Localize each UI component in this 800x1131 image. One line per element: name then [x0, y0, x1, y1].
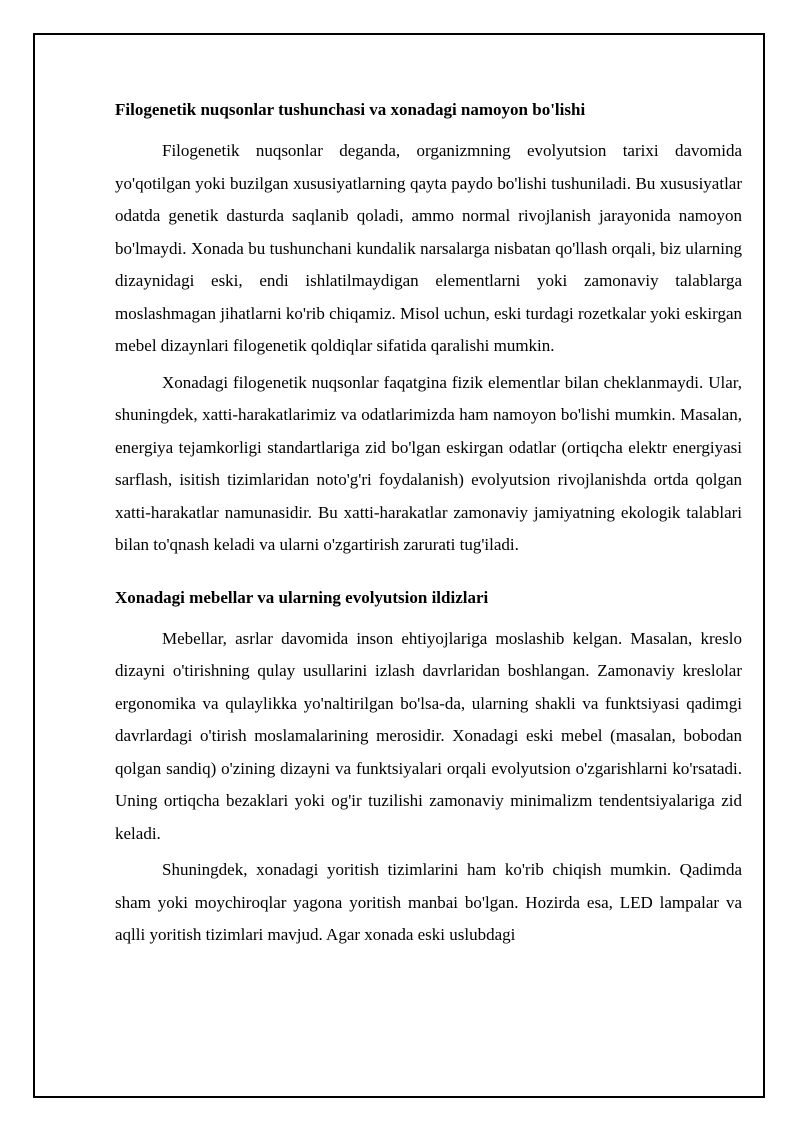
section-heading-phylogenetic-defects: Filogenetik nuqsonlar tushunchasi va xonadagi namoyon bo'lishi — [115, 100, 586, 119]
paragraph: Xonadagi filogenetik nuqsonlar faqatgina fizik elementlar bilan cheklanmaydi. Ular, shuningdek, xatti-harakatlarimiz va odatlarimizda ham namoyon bo'lishi mumkin. Masalan, energiya tejamkorligi standartlariga zid bo'lgan eskirgan odatlar (ortiqcha elektr energiyasi sarflash, isitish tizimlaridan noto'g'ri foydalanish) evolyutsion rivojlanishda ortda qolgan xatti-harakatlar namunasidir. Bu xatti-harakatlar zamonaviy jamiyatning ekologik talablari bilan to'qnash keladi va ularni o'zgartirish zarurati tug'iladi. — [115, 372, 742, 554]
paragraph: Shuningdek, xonadagi yoritish tizimlarini ham ko'rib chiqish mumkin. Qadimda sham yoki moychiroqlar yagona yoritish manbai bo'lgan. Hozirda esa, LED lampalar va aqlli yoritish tizimlari mavjud. Agar xonada eski uslubdagi — [115, 860, 742, 944]
paragraph: Filogenetik nuqsonlar deganda, organizmning evolyutsion tarixi davomida yo'qotilgan yoki buzilgan xususiyatlarning qayta paydo bo'lishi tushuniladi. Bu xususiyatlar odatda genetik dasturda saqlanib qoladi, ammo normal rivojlanish jarayonida namoyon bo'lmaydi. Xonada bu tushunchani kundalik narsalarga nisbatan qo'llash orqali, biz ularning dizaynidagi eski, endi ishlatilmaydigan elementlarni yoki zamonaviy talablarga moslashmagan jihatlarni ko'rib chiqamiz. Misol uchun, eski turdagi rozetkalar yoki eskirgan mebel dizaynlari filogenetik qoldiqlar sifatida qaralishi mumkin. — [115, 141, 742, 355]
document-body — [115, 94, 742, 956]
paragraph: Mebellar, asrlar davomida inson ehtiyojlariga moslashib kelgan. Masalan, kreslo dizayni o'tirishning qulay usullarini izlash davrlaridan boshlangan. Zamonaviy kreslolar ergonomika va qulaylikka yo'naltirilgan bo'lsa-da, ularning shakli va funktsiyasi qadimgi davrlardagi o'tirish moslamalarining merosidir. Xonadagi eski mebel (masalan, bobodan qolgan sandiq) o'zining dizayni va funktsiyalari orqali evolyutsion o'zgarishlarni ko'rsatadi. Uning ortiqcha bezaklari yoki og'ir tuzilishi zamonaviy minimalizm tendentsiyalariga zid keladi. — [115, 628, 742, 843]
section-heading-furniture-roots: Xonadagi mebellar va ularning evolyutsion ildizlari — [115, 587, 489, 607]
